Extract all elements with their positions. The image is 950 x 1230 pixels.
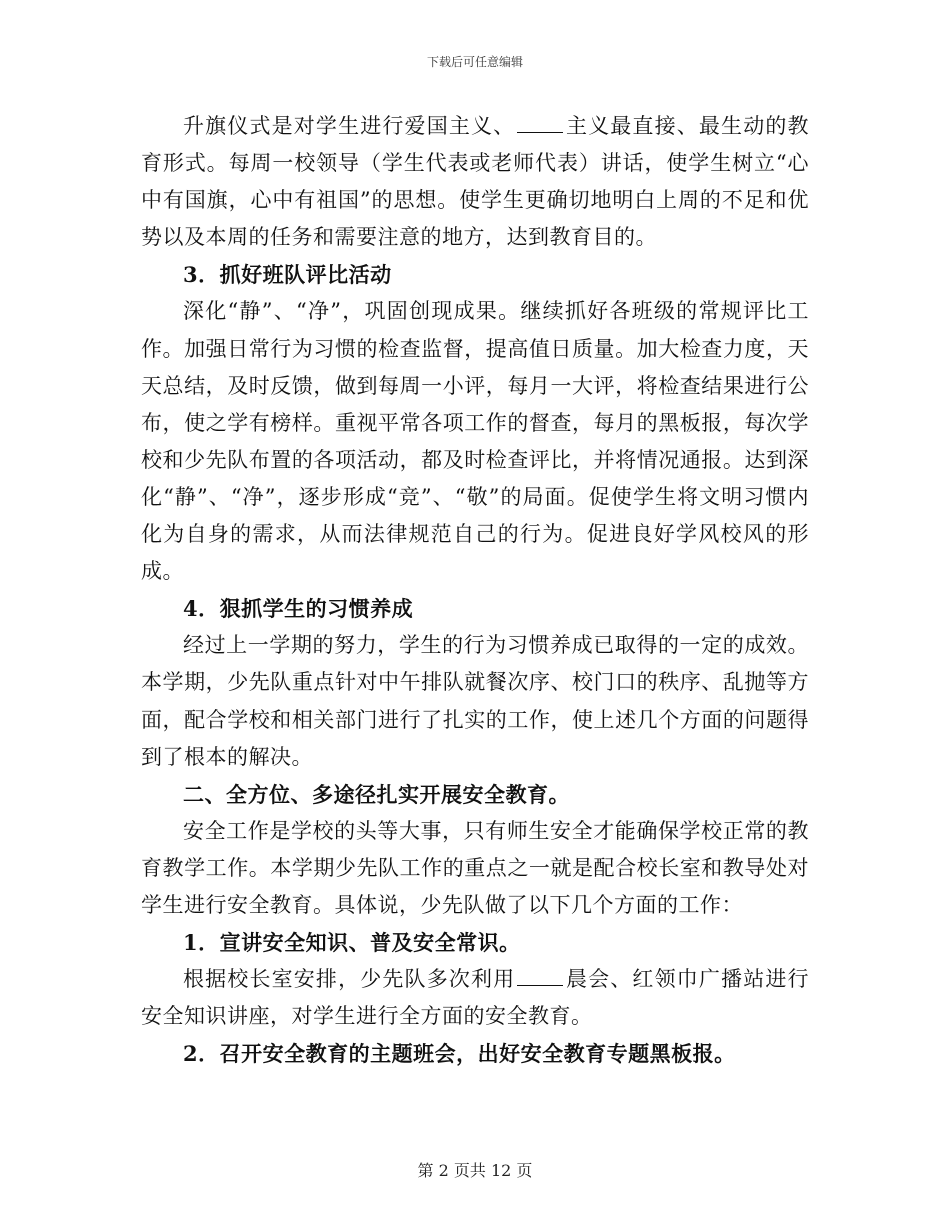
page-footer: 第 2 页共 12 页 — [417, 1161, 533, 1180]
paragraph: 深化“静”、“净”，巩固创现成果。继续抓好各班级的常规评比工作。加强日常行为习惯的检查监督，提高值日质量。加大检查力度，天天总结，及时反馈，做到每周一小评，每月一大评，将检查结果进行公布，使之学有榜样。重视平常各项工作的督查，每月的黑板报，每次学校和少先队布置的各项活动，都及时检查评比，并将情况通报。达到深化“静”、“净”，逐步形成“竞”、“敬”的局面。促使学生将文明习惯内化为自身的需求，从而法律规范自己的行为。促进良好学风校风的形成。 — [141, 299, 809, 584]
section-heading: 3．抓好班队评比活动 — [183, 262, 392, 288]
paragraph: 安全工作是学校的头等大事，只有师生安全才能确保学校正常的教育教学工作。本学期少先队工作的重点之一就是配合校长室和教导处对学生进行安全教育。具体说，少先队做了以下几个方面的工作： — [141, 818, 809, 917]
fill-blank — [517, 967, 563, 986]
section-heading: 2．召开安全教育的主题班会，出好安全教育专题黑板报。 — [183, 1041, 736, 1067]
fill-blank — [517, 114, 563, 133]
section-heading: 1．宣讲安全知识、普及安全常识。 — [183, 930, 521, 956]
page-header: 下载后可任意编辑 — [426, 55, 523, 69]
paragraph-flag-ceremony — [141, 108, 809, 256]
paragraph-text: 升旗仪式是对学生进行爱国主义、 — [183, 114, 516, 138]
document-body — [141, 108, 809, 1072]
section-heading: 4．狠抓学生的习惯养成 — [183, 596, 414, 622]
paragraph-text: 主义最直接、最生动的教育形式。每周一校领导（学生代表或老师代表）讲话，使学生树立“心中有国旗，心中有祖国”的思想。使学生更确切地明白上周的不足和优势以及本周的任务和需要注意的地方，达到教育目的。 — [141, 114, 810, 250]
section-heading: 二、全方位、多途径扎实开展安全教育。 — [183, 781, 570, 807]
paragraph-text: 根据校长室安排，少先队多次利用 — [183, 967, 516, 992]
paragraph-safety-lecture — [141, 961, 809, 1035]
paragraph-text: 晨会、红领巾广播站进行安全知识讲座，对学生进行全方面的安全教育。 — [141, 967, 810, 1029]
paragraph: 经过上一学期的努力，学生的行为习惯养成已取得的一定的成效。本学期，少先队重点针对中午排队就餐次序、校门口的秩序、乱抛等方面，配合学校和相关部门进行了扎实的工作，使上述几个方面的问题得到了根本的解决。 — [141, 633, 809, 769]
